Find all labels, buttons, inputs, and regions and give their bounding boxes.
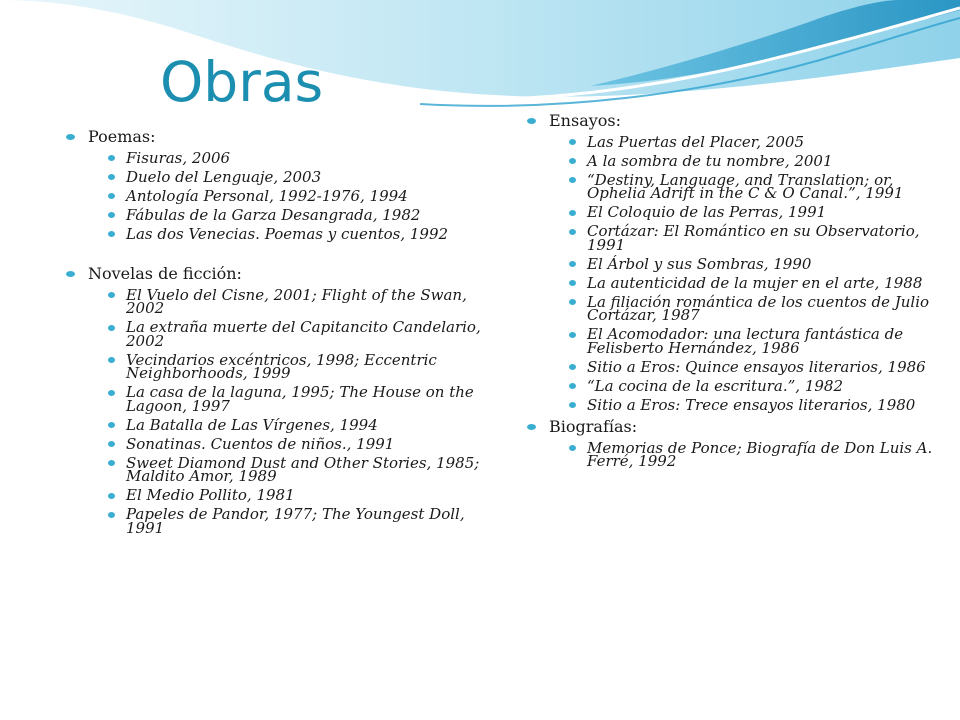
ensayos-label: Ensayos: [549, 111, 622, 130]
list-item: El Medio Pollito, 1981 [88, 489, 506, 503]
list-item: Duelo del Lenguaje, 2003 [88, 171, 506, 185]
ensayos-heading [527, 112, 945, 412]
list-item: Vecindarios excéntricos, 1998; Eccentric Neighborhoods, 1999 [88, 354, 506, 381]
list-item: La Batalla de Las Vírgenes, 1994 [88, 419, 506, 433]
list-item: El Acomodador: una lectura fantástica de Felisberto Hernández, 1986 [549, 328, 945, 355]
biografias-label: Biografías: [549, 417, 638, 436]
ensayos-section [527, 112, 945, 469]
poemas-section [66, 128, 506, 241]
poemas-label: Poemas: [88, 127, 156, 146]
list-item: El Árbol y sus Sombras, 1990 [549, 258, 945, 272]
page-title: Obras [160, 50, 324, 114]
list-item: El Coloquio de las Perras, 1991 [549, 206, 945, 220]
list-item: A la sombra de tu nombre, 2001 [549, 155, 945, 169]
list-item: Antología Personal, 1992-1976, 1994 [88, 190, 506, 204]
list-item: “La cocina de la escritura.”, 1982 [549, 380, 945, 394]
list-item: Sonatinas. Cuentos de niños., 1991 [88, 438, 506, 452]
list-item: La extraña muerte del Capitancito Candelario, 2002 [88, 321, 506, 348]
list-item: Sitio a Eros: Trece ensayos literarios, 1980 [549, 399, 945, 413]
poemas-heading [66, 128, 506, 241]
list-item: Las dos Venecias. Poemas y cuentos, 1992 [88, 228, 506, 242]
list-item: Fisuras, 2006 [88, 152, 506, 166]
list-item: Las Puertas del Placer, 2005 [549, 136, 945, 150]
list-item: La autenticidad de la mujer en el arte, 1988 [549, 277, 945, 291]
list-item: “Destiny, Language, and Translation; or, Ophelia Adrift in the C & O Canal.”, 1991 [549, 174, 945, 201]
novelas-label: Novelas de ficción: [88, 264, 242, 283]
list-item: Papeles de Pandor, 1977; The Youngest Doll, 1991 [88, 508, 506, 535]
list-item: La casa de la laguna, 1995; The House on the Lagoon, 1997 [88, 386, 506, 413]
novelas-section [66, 265, 506, 535]
right-column [527, 112, 945, 469]
list-item: Cortázar: El Romántico en su Observatorio, 1991 [549, 225, 945, 252]
list-item: Fábulas de la Garza Desangrada, 1982 [88, 209, 506, 223]
list-item: El Vuelo del Cisne, 2001; Flight of the Swan, 2002 [88, 289, 506, 316]
list-item: Sitio a Eros: Quince ensayos literarios, 1986 [549, 361, 945, 375]
list-item: Memorias de Ponce; Biografía de Don Luis A. Ferré, 1992 [549, 442, 945, 469]
novelas-heading [66, 265, 506, 535]
biografias-heading [527, 418, 945, 469]
left-column [66, 128, 506, 535]
header-wave-decoration [0, 0, 960, 130]
list-item: Sweet Diamond Dust and Other Stories, 1985; Maldito Amor, 1989 [88, 457, 506, 484]
list-item: La filiación romántica de los cuentos de Julio Cortázar, 1987 [549, 296, 945, 323]
